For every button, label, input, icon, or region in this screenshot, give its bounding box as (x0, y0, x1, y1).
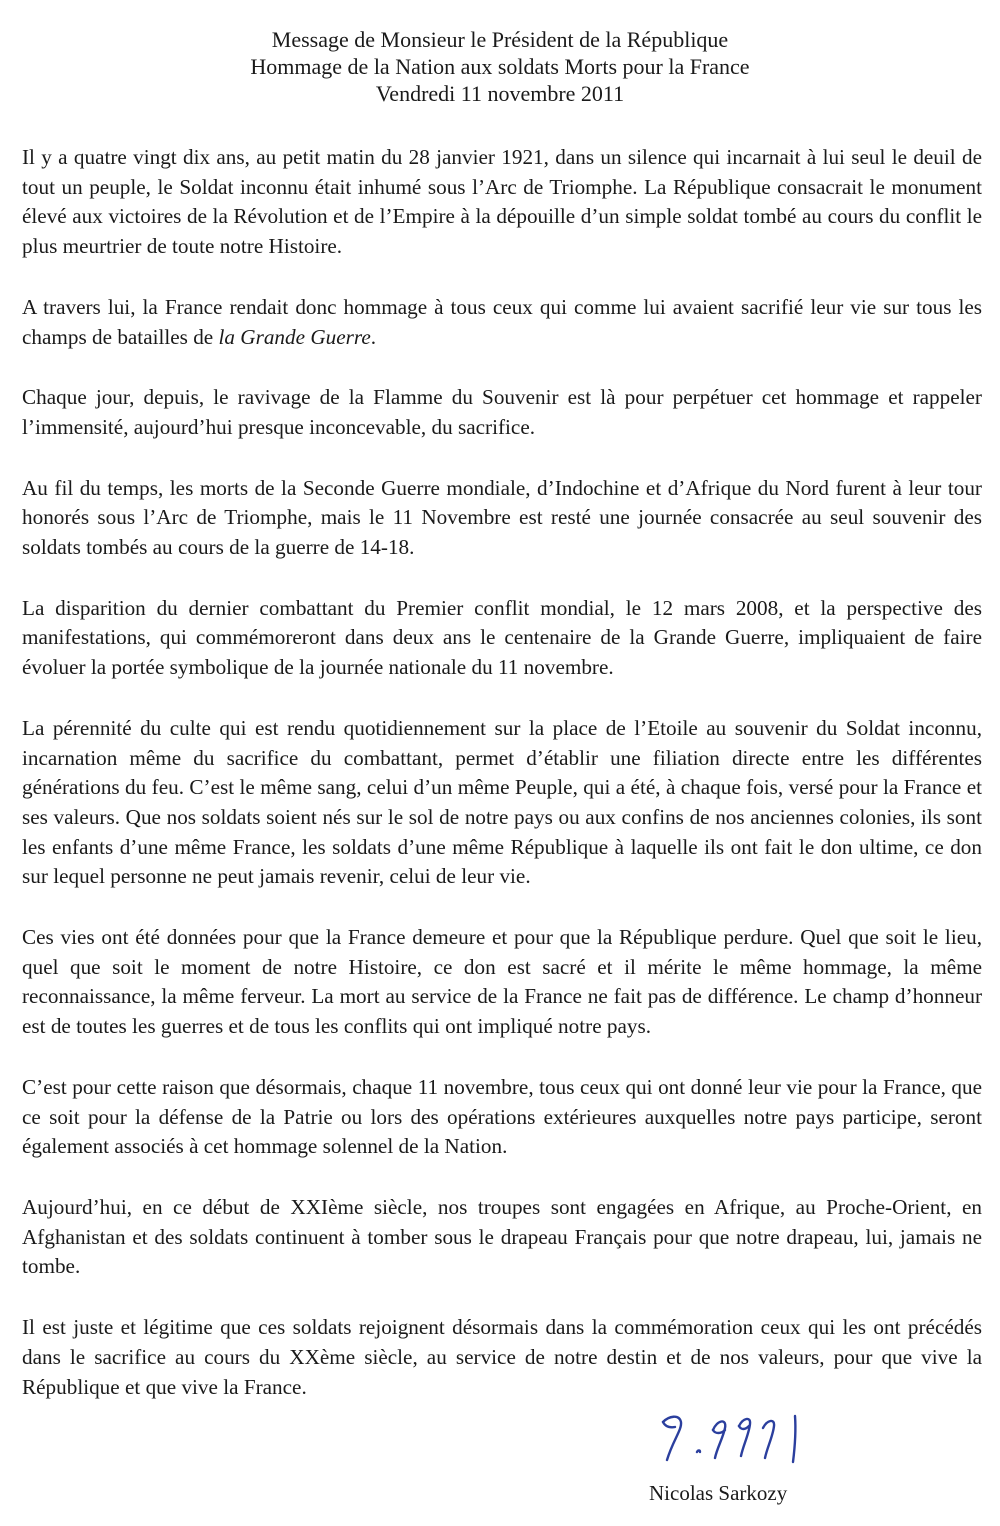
paragraph-10: Il est juste et légitime que ces soldats rejoignent désormais dans la commémoration ceux qui les ont précédés dans le sacrifice au cours du XXème siècle, au service de notre destin et de nos valeurs, pour que vive la République et que vive la France. (22, 1315, 982, 1399)
paragraph-4: Au fil du temps, les morts de la Seconde Guerre mondiale, d’Indochine et d’Afrique du Nord furent à leur tour honorés sous l’Arc de Triomphe, mais le 11 Novembre est resté une journée consacrée au seul souvenir des soldats tombés au cours de la guerre de 14-18. (22, 475, 982, 560)
paragraph-8: C’est pour cette raison que désormais, chaque 11 novembre, tous ceux qui ont donné leur vie pour la France, que ce soit pour la défense de la Patrie ou lors des opérations extérieures auxquelles notre pays participe, seront également associés à cet hommage solennel de la Nation. (22, 1074, 982, 1159)
header-date: Vendredi 11 novembre 2011 (375, 81, 625, 106)
header-subtitle: Hommage de la Nation aux soldats Morts pour la France (250, 54, 750, 79)
paragraph-1: Il y a quatre vingt dix ans, au petit matin du 28 janvier 1921, dans un silence qui incarnait à lui seul le deuil de tout un peuple, le Soldat inconnu était inhumé sous l’Arc de Triomphe. La République consacrait le monument élevé aux victoires de la Révolution et de l’Empire à la dépouille d’un simple soldat tombé au cours du conflit le plus meurtrier de toute notre Histoire. (22, 145, 982, 259)
signer-name: Nicolas Sarkozy (649, 1481, 788, 1505)
letter-body (22, 143, 982, 1433)
paragraph-2-text: A travers lui, la France rendait donc hommage à tous ceux qui comme lui avaient sacrifié leur vie sur tous les champs de batailles de (22, 294, 982, 349)
paragraph-6: La pérennité du culte qui est rendu quotidiennement sur la place de l’Etoile au souvenir du Soldat inconnu, incarnation même du sacrifice du combattant, permet d’établir une filiation directe entre les différentes générations du feu. C’est le même sang, celui d’un même Peuple, qui a été, à chaque fois, versé pour la France et ses valeurs. Que nos soldats soient nés sur le sol de notre pays ou aux confins de nos anciennes colonies, ils sont les enfants d’une même France, les soldats d’une même République à laquelle ils ont fait le don ultime, ce don sur lequel personne ne peut jamais revenir, celui de leur vie. (22, 715, 982, 889)
paragraph-7: Ces vies ont été données pour que la France demeure et pour que la République perdure. Quel que soit le lieu, quel que soit le moment de notre Histoire, ce don est sacré et il mérite le même hommage, la même reconnaissance, la même ferveur. La mort au service de la France ne fait pas de différence. Le champ d’honneur est de toutes les guerres et de tous les conflits qui ont impliqué notre pays. (22, 925, 982, 1039)
paragraph-9: Aujourd’hui, en ce début de XXIème siècle, nos troupes sont engagées en Afrique, au Proche-Orient, en Afghanistan et des soldats continuent à tomber sous le drapeau Français pour que notre drapeau, lui, jamais ne tombe. (22, 1194, 982, 1279)
paragraph-2-end: . (370, 324, 377, 349)
paragraph-2-italic: la Grande Guerre (218, 324, 371, 349)
paragraph-3: Chaque jour, depuis, le ravivage de la Flamme du Souvenir est là pour perpétuer cet hommage et rappeler l’immensité, aujourd’hui presque inconcevable, du sacrifice. (22, 385, 982, 439)
paragraph-2 (22, 293, 982, 352)
paragraph-5: La disparition du dernier combattant du Premier conflit mondial, le 12 mars 2008, et la perspective des manifestations, qui commémoreront dans deux ans le centenaire de la Grande Guerre, impliquaient de faire évoluer la portée symbolique de la journée nationale du 11 novembre. (22, 595, 982, 680)
letter-header (0, 26, 1000, 107)
handwritten-signature (655, 1400, 815, 1470)
header-title: Message de Monsieur le Président de la République (271, 27, 729, 52)
